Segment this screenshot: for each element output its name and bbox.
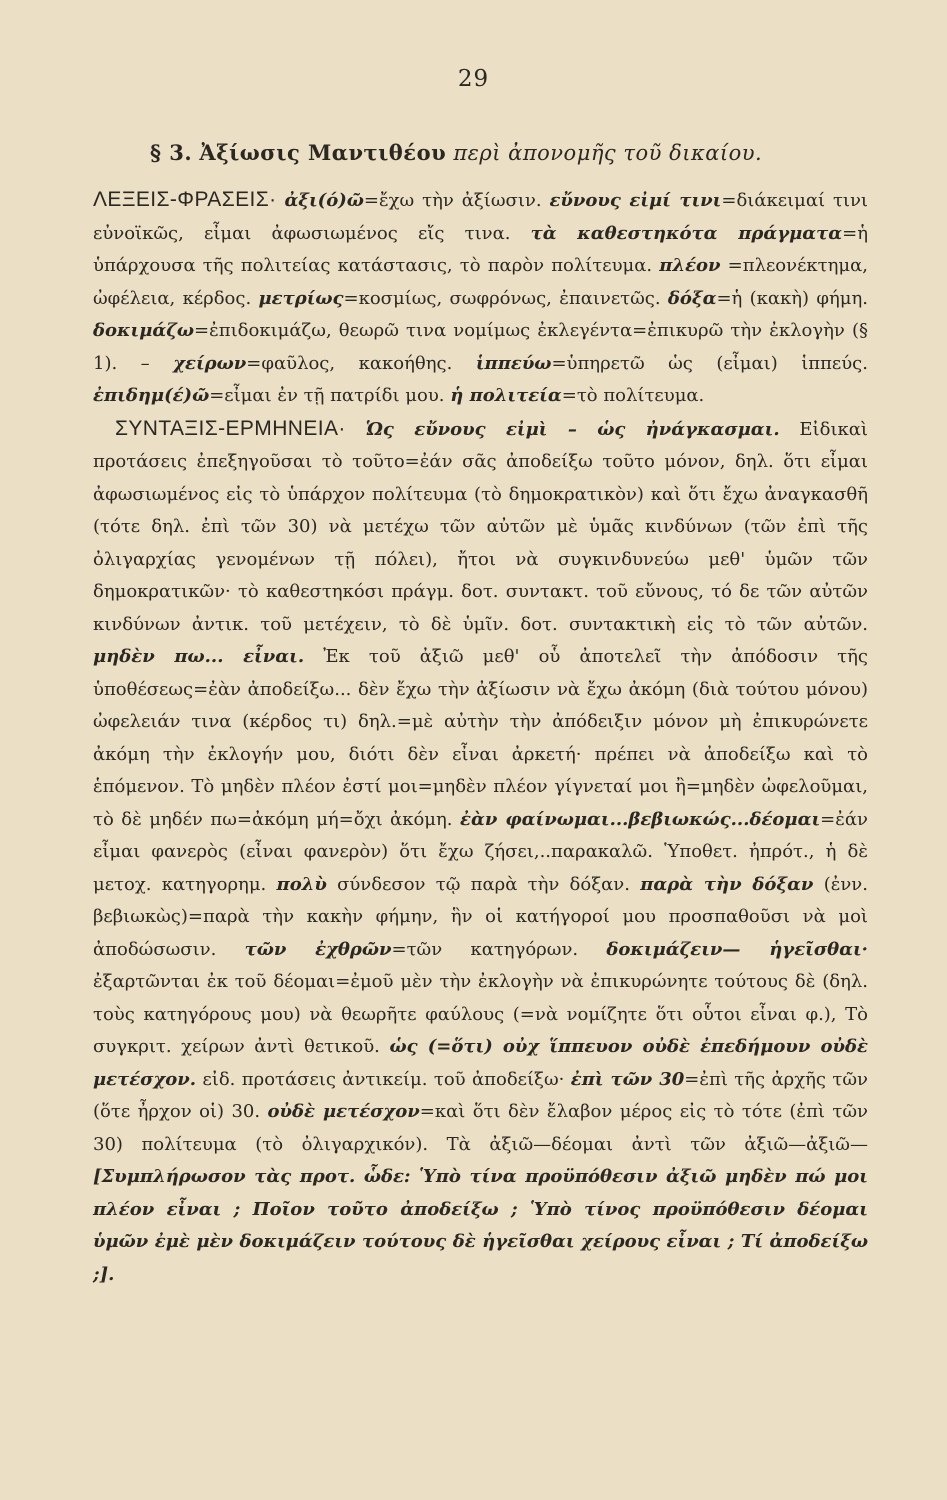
lexeis-paragraph xyxy=(93,184,868,413)
definition: =ὑπηρετῶ ὡς (εἶμαι) ἱππεύς. xyxy=(551,352,868,374)
phrase: δοκιμάζειν— ἡγεῖσθαι· xyxy=(606,938,868,960)
explanation: (ἐνν. βεβιωκὼς)=παρὰ τὴν κακὴν φήμην, ἣν οἱ κατήγοροί μου προσπαθοῦσι νὰ μοὶ ἀποδώσωσιν. xyxy=(93,873,868,960)
page-number: 29 xyxy=(457,66,490,92)
definition: =ἐπιδοκιμάζω, θεωρῶ τινα νομίμως ἐκλεγέντα=ἐπικυρῶ τὴν ἐκλογὴν (§ 1). – xyxy=(93,320,868,374)
section-title: Ἀξίωσις Μαντιθέου xyxy=(199,140,447,165)
term: δόξα xyxy=(667,287,717,309)
term: ἐπιδημ(έ)ῶ xyxy=(93,385,210,406)
definition: =κοσμίως, σωφρόνως, ἐπαινετῶς. xyxy=(343,287,661,309)
section-number: § 3. xyxy=(150,140,193,165)
explanation: ἐξαρτῶνται ἐκ τοῦ δέομαι=ἐμοῦ μὲν τὴν ἐκλογὴν νὰ ἐπικυρώνητε τούτους δὲ (δηλ. τοὺς κατηγόρους μου) νὰ θεωρῆτε φαύλους (=νὰ νομίζητε ὅτι οὗτοι εἶναι φ.), Τὸ συγκριτ. χείρων ἀντὶ θετικοῦ. xyxy=(93,971,868,1057)
term: δοκιμάζω xyxy=(93,320,195,341)
definition: =εἶμαι ἐν τῇ πατρίδι μου. xyxy=(209,385,445,406)
explanation: Ἐκ τοῦ ἀξιῶ μεθ' οὗ ἀποτελεῖ τὴν ἀπόδοσιν τῆς ὑποθέσεως=ἐὰν ἀποδείξω... δὲν ἔχω τὴν ἀξίωσιν νὰ ἔχω ἀκόμη (διὰ τούτου μόνου) ὠφελειάν τινα (κέρδος τι) δηλ.=μὲ αὐτὴν τὴν ἀπόδειξιν μόνον μὴ ἐπικυρώνετε ἀκόμη τὴν ἐκλογήν μου, διότι δὲν εἶναι ἀρκετή· πρέπει νὰ ἀποδείξω καὶ τὸ ἑπόμενον. Τὸ μηδὲν πλέον ἐστί μοι=μηδὲν πλέον γίγνεταί μοι ἢ=μηδὲν ὠφελοῦμαι, τὸ δὲ μηδέν πω=ἀκόμη μή=ὄχι ἀκόμη. xyxy=(93,646,868,830)
definition: =ἡ (κακὴ) φήμη. xyxy=(716,287,868,309)
explanation: εἰδ. προτάσεις ἀντικείμ. τοῦ ἀποδείξω· xyxy=(202,1068,565,1090)
section-heading xyxy=(150,140,830,165)
explanation: =ἐάν εἶμαι φανερὸς (εἶναι φανερὸν) ὅτι ἔχω ζήσει,..παρακαλῶ. Ὑποθετ. ἠπρότ., ἡ δὲ μετοχ. κατηγορημ. xyxy=(93,808,868,895)
phrase: ὡς (=ὅτι) οὐχ ἵππευον οὐδὲ ἐπεδήμουν οὐδὲ μετέσχον. xyxy=(93,1036,868,1090)
definition: =πλεονέκτημα, ὠφέλεια, κέρδος. xyxy=(93,255,868,309)
term: ἡ πολιτεία xyxy=(450,385,562,406)
definition: =ἡ ὑπάρχουσα τῆς πολιτείας κατάστασις, τὸ παρὸν πολίτευμα. xyxy=(93,222,868,276)
term: πλέον xyxy=(659,255,721,276)
exercise-note: [Συμπλήρωσον τὰς προτ. ὧδε: Ὑπὸ τίνα προϋπόθεσιν ἀξιῶ μηδὲν πώ μοι πλέον εἶναι ; Ποῖον τοῦτο ἀποδείξω ; Ὑπὸ τίνος προϋπόθεσιν δέομαι ὑμῶν ἐμὲ μὲν δοκιμάζειν τούτους δὲ ἡγεῖσθαι χείρους εἶναι ; Τί ἀποδείξω ;]. xyxy=(93,1166,868,1285)
phrase: πολὺ xyxy=(276,873,327,895)
explanation: =ἐπὶ τῆς ἀρχῆς τῶν (ὅτε ἦρχον οἱ) 30. xyxy=(93,1068,868,1122)
lexeis-heading: ΛΕΞΕΙΣ-ΦΡΑΣΕΙΣ· xyxy=(93,188,277,211)
phrase: οὐδὲ μετέσχον xyxy=(267,1101,420,1122)
definition: =τὸ πολίτευμα. xyxy=(561,385,705,406)
explanation: =καὶ ὅτι δὲν ἔλαβον μέρος εἰς τὸ τότε (ἐπὶ τῶν 30) πολίτευμα (τὸ ὀλιγαρχικόν). Τὰ ἀξιῶ—δέομαι ἀντὶ τῶν ἀξιῶ—ἀξιῶ— xyxy=(93,1101,868,1155)
explanation: σύνδεσον τῷ παρὰ τὴν δόξαν. xyxy=(337,873,630,895)
term: μετρίως xyxy=(258,287,344,309)
definition: =ἔχω τὴν ἀξίωσιν. xyxy=(363,190,542,211)
syntaxis-paragraph xyxy=(93,413,868,1292)
section-subtitle: περὶ ἀπονομῆς τοῦ δικαίου. xyxy=(453,141,763,165)
phrase: παρὰ τὴν δόξαν xyxy=(640,873,814,895)
term: χείρων xyxy=(173,352,247,374)
term: ἱππεύω xyxy=(475,352,552,374)
phrase: ἐὰν φαίνωμαι...βεβιωκώς...δέομαι xyxy=(460,808,821,830)
explanation: =τῶν κατηγόρων. xyxy=(391,938,579,960)
explanation: Εἰδικαὶ προτάσεις ἐπεξηγοῦσαι τὸ τοῦτο=ἐάν σᾶς ἀποδείξω τοῦτο μόνον, δηλ. ὅτι εἶμαι ἀφωσιωμένος εἰς τὸ ὑπάρχον πολίτευμα (τὸ δημοκρατικὸν) καὶ ὅτι ἔχω ἀναγκασθῆ (τότε δηλ. ἐπὶ τῶν 30) νὰ μετέχω τῶν αὐτῶν μὲ ὑμᾶς κινδύνων (τῶν ἐπὶ τῆς ὀλιγαρχίας γενομένων τῇ πόλει), ἤτοι νὰ συγκινδυνεύω μεθ' ὑμῶν τῶν δημοκρατικῶν· τὸ καθεστηκόσι πράγμ. δοτ. συντακτ. τοῦ εὔνους, τό δε τῶν αὐτῶν κινδύνων ἀντικ. τοῦ μετέχειν, τὸ δὲ ὑμῖν. δοτ. συντακτικὴ εἰς τὸ τῶν αὐτῶν. xyxy=(93,418,868,635)
definition: =διάκειμαί τινι εὐνοϊκῶς, εἶμαι ἀφωσιωμένος εἴς τινα. xyxy=(93,190,868,244)
term: εὔνους εἰμί τινι xyxy=(549,190,722,211)
definition: =φαῦλος, κακοήθης. xyxy=(246,352,453,374)
phrase: ἐπὶ τῶν 30 xyxy=(570,1068,685,1090)
term: ἀξι(ό)ῶ xyxy=(284,190,364,211)
phrase: τῶν ἐχθρῶν xyxy=(244,938,392,960)
phrase: μηδὲν πω... εἶναι. xyxy=(93,646,305,667)
term: τὰ καθεστηκότα πράγματα xyxy=(530,222,843,244)
syntaxis-heading: ΣΥΝΤΑΞΙΣ-ΕΡΜΗΝΕΙΑ· xyxy=(115,416,346,440)
phrase: Ὡς εὔνους εἰμὶ – ὡς ἠνάγκασμαι. xyxy=(365,418,780,440)
body-text xyxy=(93,184,868,1291)
